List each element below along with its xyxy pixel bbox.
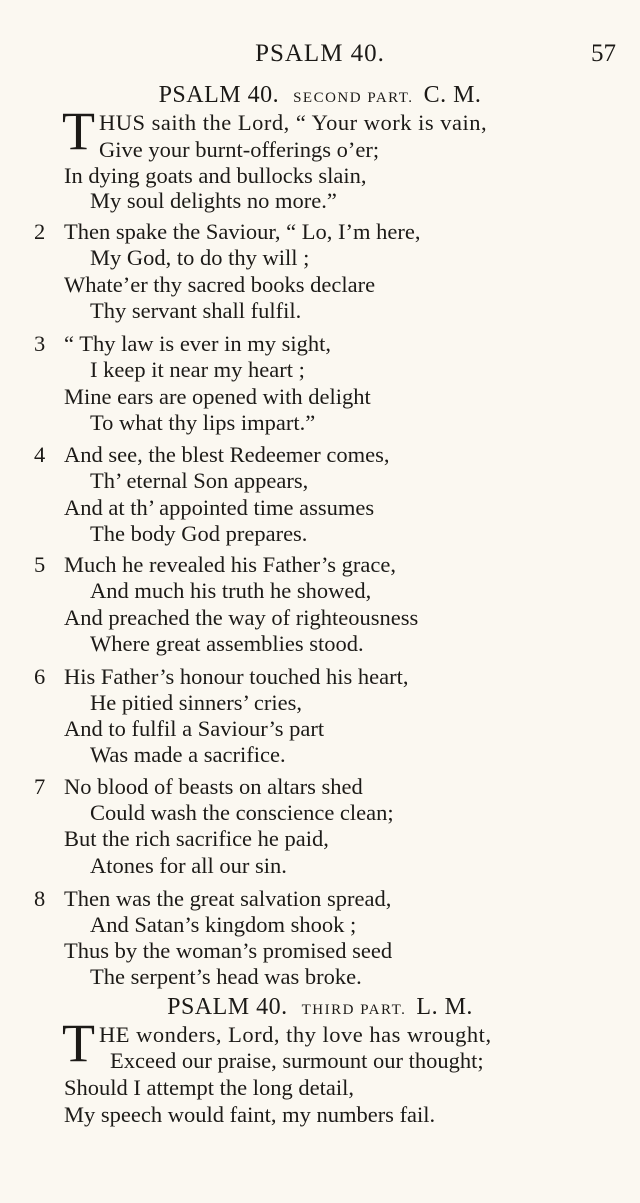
- verse-line: But the rich sacrifice he paid,: [64, 826, 329, 851]
- verse-line: Give your burnt-offerings o’er;: [99, 137, 380, 162]
- verse-line: Could wash the conscience clean;: [90, 800, 394, 825]
- verse-line: Was made a sacrifice.: [90, 742, 286, 767]
- drop-cap: T: [62, 101, 95, 161]
- verse-line: HE wonders, Lord, thy love has wrought,: [99, 1022, 492, 1047]
- verse-line: My soul delights no more.”: [90, 188, 337, 213]
- page-number: 57: [591, 40, 616, 67]
- verse-line: In dying goats and bullocks slain,: [64, 163, 367, 188]
- verse-line: Then spake the Saviour, “ Lo, I’m here,: [64, 219, 421, 244]
- verse-line: The serpent’s head was broke.: [90, 964, 362, 989]
- verse-line: Whate’er thy sacred books declare: [64, 272, 376, 297]
- stanza-number: 4: [34, 442, 46, 467]
- verse-line: Th’ eternal Son appears,: [90, 468, 309, 493]
- verse-line: HUS saith the Lord, “ Your work is vain,: [99, 110, 488, 135]
- verse-line: And much his truth he showed,: [90, 578, 372, 603]
- section-heading-third-part: [0, 994, 640, 1021]
- verse-line: His Father’s honour touched his heart,: [64, 664, 409, 689]
- stanza-number: 2: [34, 219, 46, 244]
- section-title: PSALM 40.: [158, 82, 280, 108]
- stanza-number: 8: [34, 886, 46, 911]
- verse-line: My God, to do thy will ;: [90, 245, 310, 270]
- verse-line: The body God prepares.: [90, 521, 308, 546]
- drop-cap: T: [62, 1013, 95, 1073]
- verse-line: Then was the great salvation spread,: [64, 886, 392, 911]
- verse-line: Thy servant shall fulfil.: [90, 298, 302, 323]
- verse-line: And see, the blest Redeemer comes,: [64, 442, 390, 467]
- section-meter: C. M.: [423, 82, 482, 108]
- stanza-number: 7: [34, 774, 46, 799]
- verse-line: Where great assemblies stood.: [90, 631, 364, 656]
- verse-line: And Satan’s kingdom shook ;: [90, 912, 357, 937]
- section-meter: L. M.: [416, 994, 473, 1020]
- section-title: PSALM 40.: [167, 994, 288, 1020]
- verse-line: And to fulfil a Saviour’s part: [64, 716, 325, 741]
- verse-line: Thus by the woman’s promised seed: [64, 938, 393, 963]
- verse-line: Atones for all our sin.: [90, 853, 287, 878]
- verse-line: He pitied sinners’ cries,: [90, 690, 303, 715]
- verse-line: Exceed our praise, surmount our thought;: [110, 1048, 484, 1073]
- verse-line: “ Thy law is ever in my sight,: [64, 331, 332, 356]
- verse-line: I keep it near my heart ;: [90, 357, 305, 382]
- section-heading-second-part: [0, 82, 640, 109]
- verse-line: Should I attempt the long detail,: [64, 1075, 354, 1100]
- verse-line: Much he revealed his Father’s grace,: [64, 552, 396, 577]
- running-title: PSALM 40.: [255, 40, 385, 67]
- verse-line: And preached the way of righteousness: [64, 605, 419, 630]
- section-subtitle: SECOND PART.: [293, 90, 414, 106]
- verse-line: And at th’ appointed time assumes: [64, 495, 375, 520]
- stanza-number: 3: [34, 331, 46, 356]
- running-head: [0, 40, 640, 74]
- verse-line: To what thy lips impart.”: [90, 410, 316, 435]
- stanza-number: 5: [34, 552, 46, 577]
- verse-line: No blood of beasts on altars shed: [64, 774, 363, 799]
- section-subtitle: THIRD PART.: [301, 1002, 407, 1018]
- verse-line: Mine ears are opened with delight: [64, 384, 371, 409]
- stanza-number: 6: [34, 664, 46, 689]
- verse-line: My speech would faint, my numbers fail.: [64, 1102, 436, 1127]
